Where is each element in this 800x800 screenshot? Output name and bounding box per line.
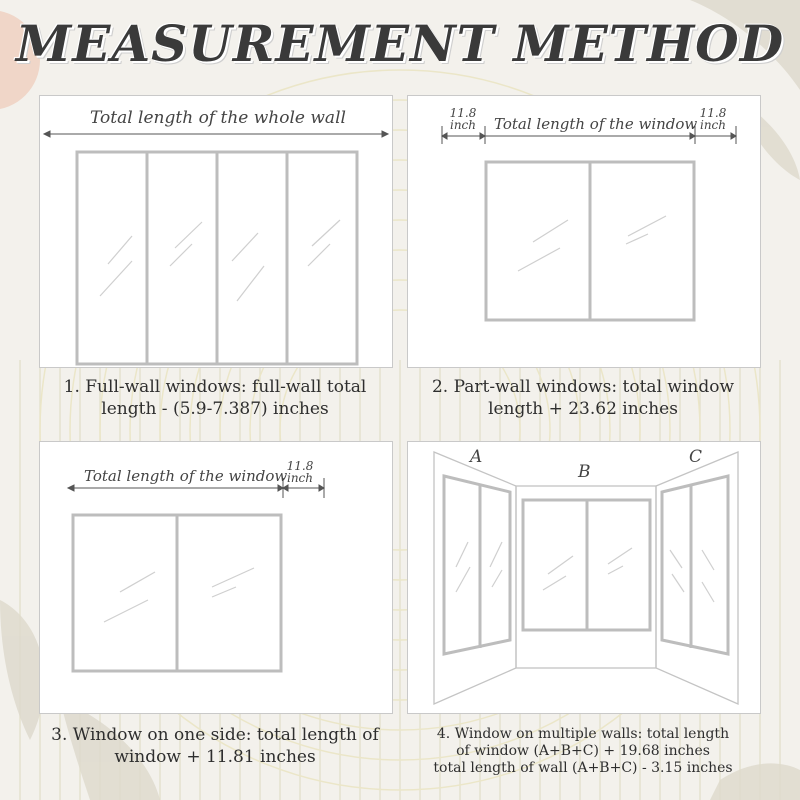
full-wall-diagram: [40, 96, 392, 367]
panel-part-wall: [407, 95, 761, 368]
caption-full-wall: [39, 376, 391, 420]
inch-unit: inch: [699, 118, 726, 132]
wall-length-label: Total length of the whole wall: [90, 108, 346, 128]
caption-line: window + 11.81 inches: [114, 747, 316, 767]
caption-line: 4. Window on multiple walls: total length: [436, 726, 730, 742]
part-wall-diagram: [408, 96, 760, 367]
multiple-walls-diagram: [408, 442, 760, 713]
caption-line: length + 23.62 inches: [488, 399, 678, 419]
caption-line: total length of wall (A+B+C) - 3.15 inches: [433, 760, 733, 776]
wall-label-b: B: [578, 462, 591, 482]
inch-value: 11.8: [449, 106, 477, 120]
caption-one-side: [39, 724, 391, 768]
right-inch-label: [698, 107, 728, 131]
panel-multiple-walls: [407, 441, 761, 714]
caption-line: length - (5.9-7.387) inches: [101, 399, 329, 419]
caption-part-wall: [407, 376, 759, 420]
left-inch-label: [448, 107, 478, 131]
inch-value: 11.8: [699, 106, 727, 120]
window-length-label: Total length of the window: [494, 115, 698, 133]
panel-full-wall: [39, 95, 393, 368]
caption-line: 1. Full-wall windows: full-wall total: [63, 377, 367, 397]
window-length-label: Total length of the window: [84, 467, 288, 485]
caption-multiple-walls: [407, 726, 759, 777]
page-title: MEASUREMENT METHOD: [15, 14, 785, 73]
caption-line: 2. Part-wall windows: total window: [431, 377, 735, 397]
caption-line: of window (A+B+C) + 19.68 inches: [456, 743, 710, 759]
inch-unit: inch: [449, 118, 476, 132]
right-inch-label: [285, 460, 315, 484]
caption-line: 3. Window on one side: total length of: [51, 725, 379, 745]
inch-unit: inch: [286, 471, 313, 485]
wall-label-c: C: [689, 447, 703, 467]
wall-label-a: A: [470, 447, 483, 467]
inch-value: 11.8: [286, 459, 314, 473]
panel-one-side: [39, 441, 393, 714]
